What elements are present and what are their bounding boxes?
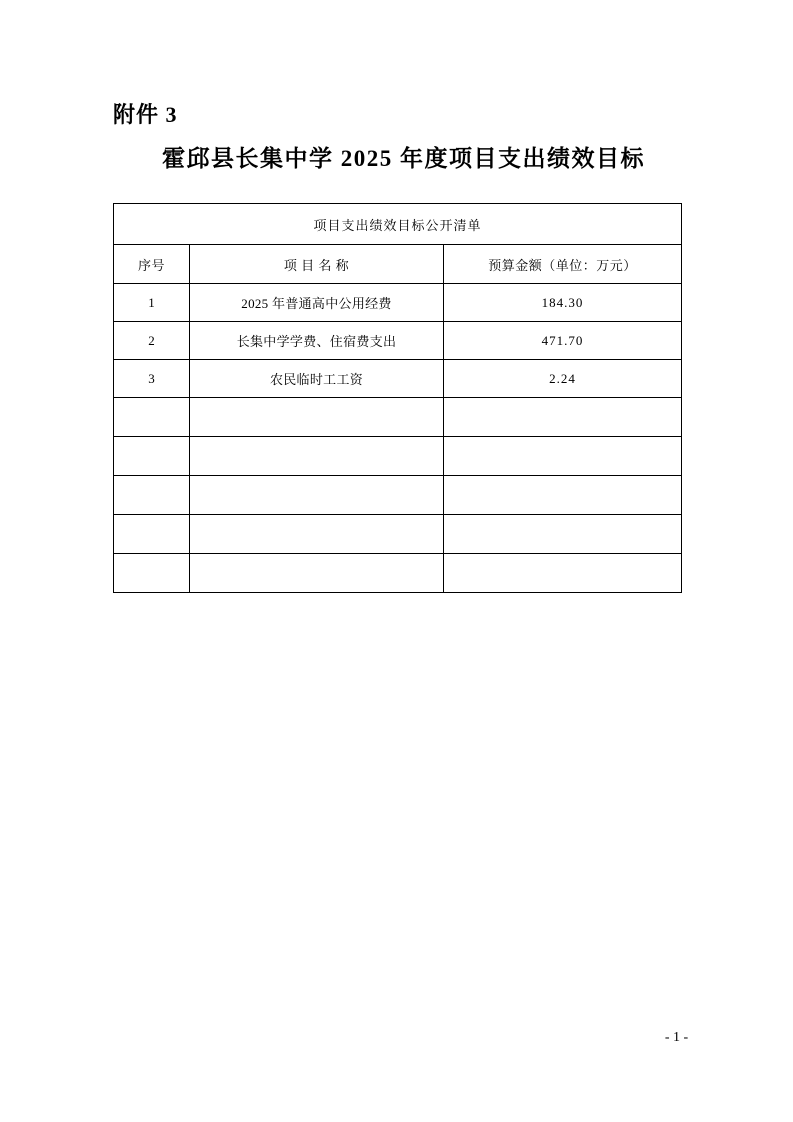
table-row — [114, 284, 682, 322]
column-header-no: 序号 — [114, 245, 190, 284]
cell-no: 3 — [114, 360, 190, 398]
table-caption-cell: 项目支出绩效目标公开清单 — [114, 204, 682, 245]
cell-no — [114, 554, 190, 593]
table-row-empty — [114, 476, 682, 515]
cell-project-name — [190, 437, 444, 476]
table-row — [114, 360, 682, 398]
cell-no — [114, 437, 190, 476]
column-header-amount: 预算金额（单位：万元） — [444, 245, 682, 284]
cell-project-name: 农民临时工工资 — [190, 360, 444, 398]
cell-amount — [444, 515, 682, 554]
cell-no — [114, 476, 190, 515]
cell-amount: 184.30 — [444, 284, 682, 322]
page-number: - 1 - — [664, 1030, 689, 1045]
table-row-empty — [114, 437, 682, 476]
cell-amount — [444, 554, 682, 593]
page-title: 霍邱县长集中学 2025 年度项目支出绩效目标 — [162, 146, 645, 171]
table-caption-row — [114, 204, 682, 245]
table-row-empty — [114, 398, 682, 437]
attachment-label: 附件 3 — [113, 102, 178, 127]
table-row-empty — [114, 554, 682, 593]
cell-no — [114, 515, 190, 554]
cell-amount — [444, 476, 682, 515]
performance-goal-table-wrapper — [113, 203, 681, 593]
cell-project-name — [190, 554, 444, 593]
table-row-empty — [114, 515, 682, 554]
performance-goal-table — [113, 203, 682, 593]
cell-no — [114, 398, 190, 437]
cell-amount — [444, 437, 682, 476]
cell-amount: 2.24 — [444, 360, 682, 398]
cell-project-name — [190, 476, 444, 515]
cell-no: 1 — [114, 284, 190, 322]
cell-amount — [444, 398, 682, 437]
table-row — [114, 322, 682, 360]
table-body — [114, 204, 682, 593]
table-header-row — [114, 245, 682, 284]
cell-no: 2 — [114, 322, 190, 360]
cell-project-name: 长集中学学费、住宿费支出 — [190, 322, 444, 360]
cell-amount: 471.70 — [444, 322, 682, 360]
cell-project-name: 2025 年普通高中公用经费 — [190, 284, 444, 322]
cell-project-name — [190, 515, 444, 554]
column-header-name: 项 目 名 称 — [190, 245, 444, 284]
cell-project-name — [190, 398, 444, 437]
